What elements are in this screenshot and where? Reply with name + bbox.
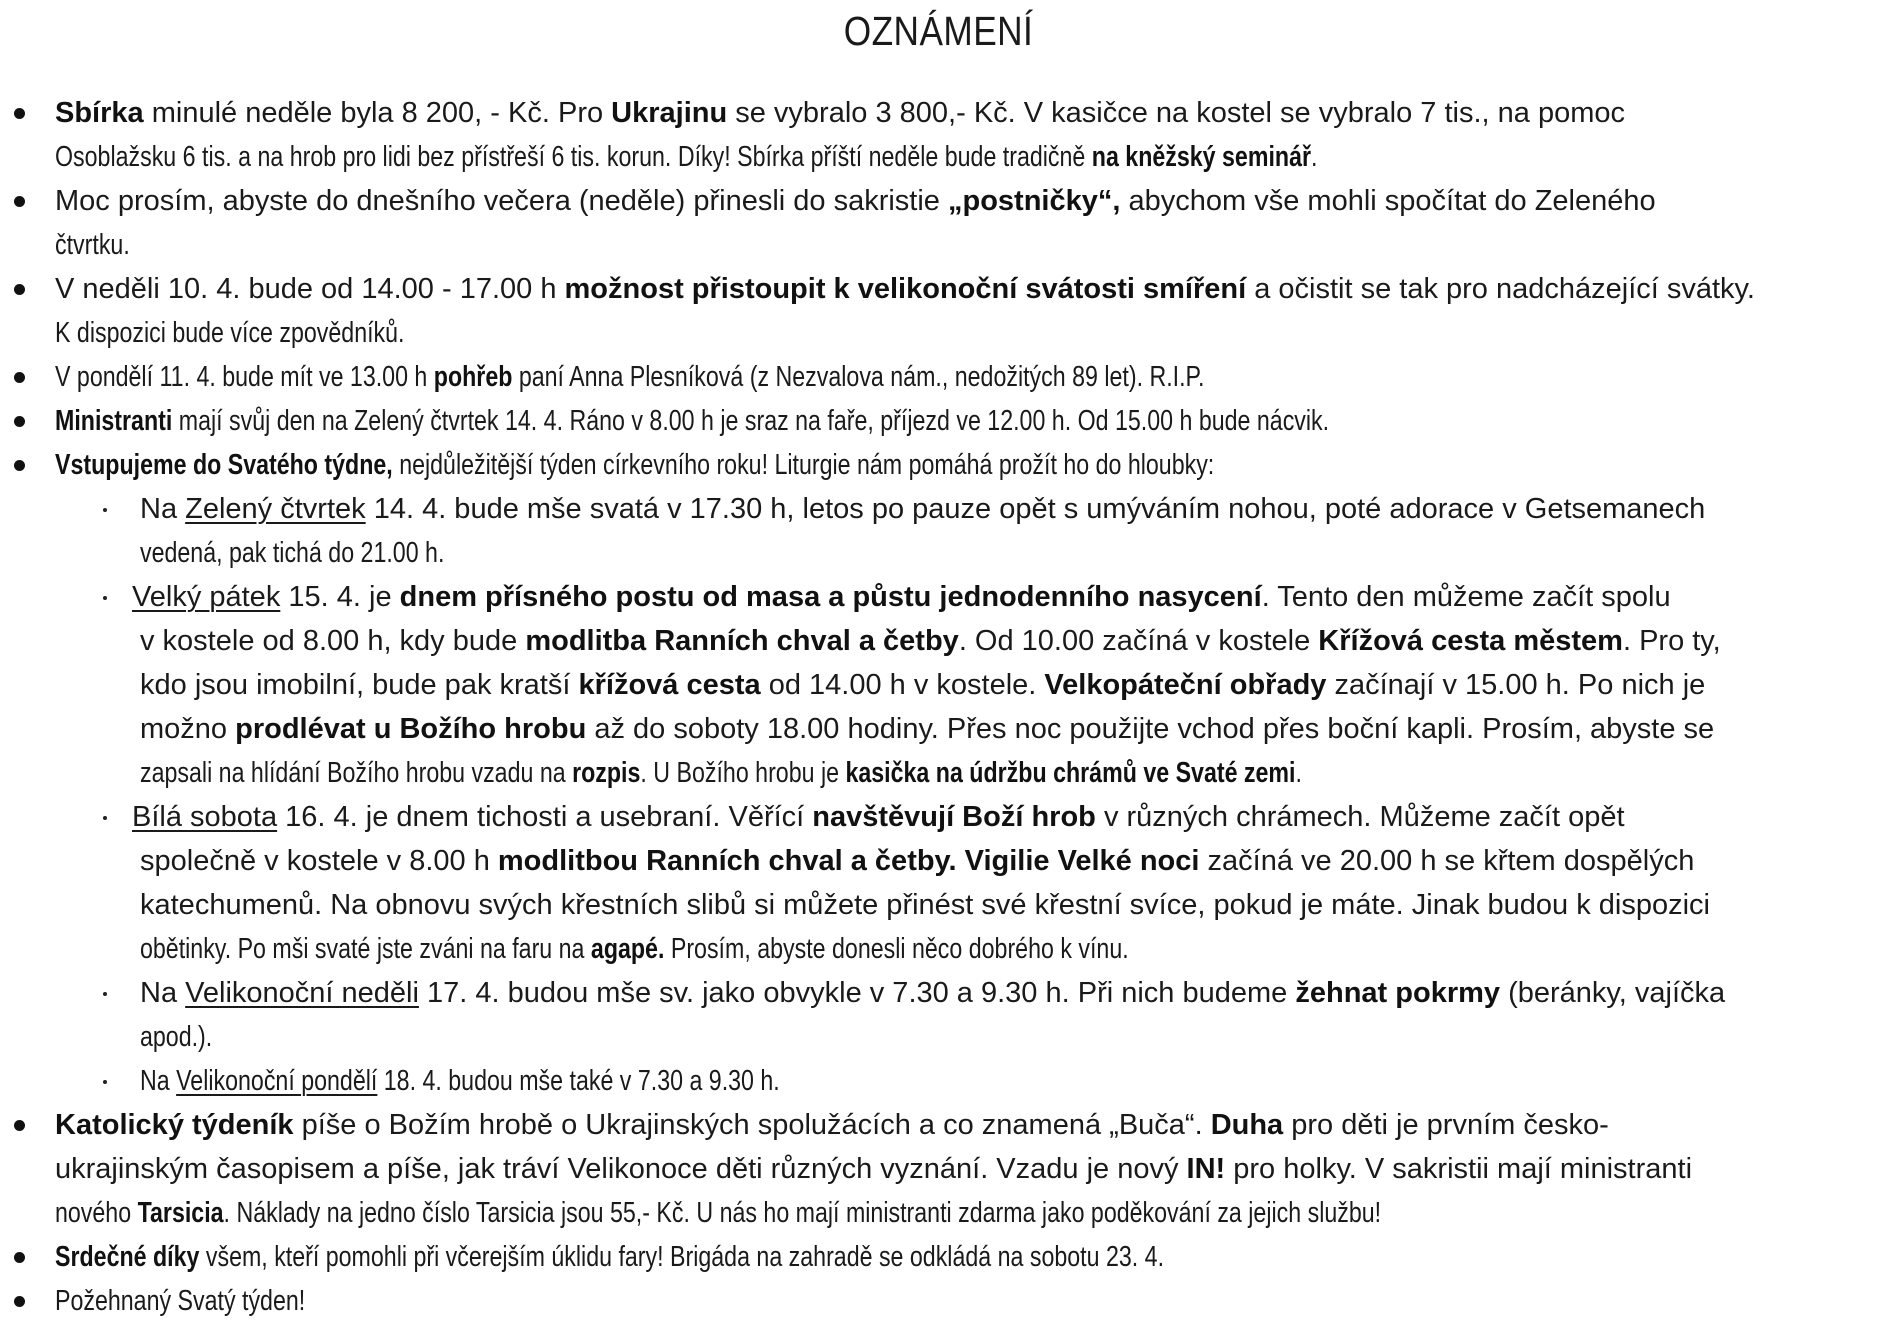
text: paní Anna Plesníková (z Nezvalova nám., nedožitých 89 let). R.I.P. [512,361,1205,393]
bullet-icon [14,284,25,295]
text-line [140,927,1510,971]
text-line [55,1279,1493,1323]
text: 15. 4. je [280,581,400,613]
text-line [140,531,1510,575]
text: a očistit se tak pro nadcházející svátky. [1246,273,1755,305]
text-line [55,1103,1853,1147]
bold-text: Katolický týdeník [55,1109,294,1141]
text: apod.). [140,1021,213,1053]
text: K dispozici bude více zpovědníků. [55,317,405,349]
sub-bullet-icon [103,816,107,820]
text: pro holky. V sakristii mají ministranti [1225,1153,1693,1185]
text: . U Božího hrobu je [640,757,846,789]
bullet-icon [14,460,25,471]
announcement-item [0,1103,1853,1235]
text: katechumenů. Na obnovu svých křestních slibů si můžete přinést své křestní svíce, pokud je máte. Jinak budou k dispozici [140,889,1710,921]
bold-text: Ukrajinu [611,97,728,129]
announcement-item [0,443,1853,487]
text-line [55,223,1493,267]
sub-bullet-icon [103,992,107,996]
underlined-heading: Velký pátek [132,581,281,613]
sub-item [0,971,1853,1059]
text: V pondělí 11. 4. bude mít ve 13.00 h [55,361,434,393]
text: zapsali na hlídání Božího hrobu vzadu na [140,757,573,789]
text: Na [140,493,186,525]
text-line [55,91,1853,135]
text: Osoblažsku 6 tis. a na hrob pro lidi bez přístřeší 6 tis. korun. Díky! Sbírka příští neděle bude tradičně [55,141,1092,173]
text-line [55,399,1493,443]
announcement-item [0,91,1853,179]
text: se vybralo 3 800,- Kč. V kasičce na kostel se vybralo 7 tis., na pomoc [727,97,1625,129]
bold-text: žehnat pokrmy [1295,977,1501,1009]
bold-text: pohřeb [433,361,513,393]
text: začíná ve 20.00 h se křtem dospělých [1199,845,1695,877]
bold-text: modlitba Ranních chval a četby [525,625,959,657]
bold-text: Velkopáteční obřady [1044,669,1327,701]
underlined-heading: Velikonoční pondělí [176,1065,378,1097]
bullet-icon [14,1120,25,1131]
bold-text: kasička na údržbu chrámů ve Svaté zemi [845,757,1296,789]
text: nového [55,1197,138,1229]
text-line [140,839,1853,883]
text-line [140,1015,1510,1059]
text: čtvrtku. [55,229,130,261]
bold-text: modlitbou Ranních chval a četby. Vigilie Velké noci [497,845,1200,877]
text: . Tento den můžeme začít spolu [1261,581,1671,613]
underlined-heading: Zelený čtvrtek [185,493,366,525]
text: 18. 4. budou mše také v 7.30 a 9.30 h. [377,1065,780,1097]
text: Moc prosím, abyste do dnešního večera (neděle) přinesli do sakristie [55,185,948,217]
text-line [132,575,1853,619]
text-line [55,311,1493,355]
text: začínají v 15.00 h. Po nich je [1326,669,1706,701]
text: V neděli 10. 4. bude od 14.00 - 17.00 h [55,273,565,305]
bold-text: Sbírka [55,97,144,129]
text: . Pro ty, [1622,625,1721,657]
text: Požehnaný Svatý týden! [55,1285,306,1317]
text-line [55,1147,1853,1191]
sub-bullet-icon [103,596,107,600]
text-line [132,795,1853,839]
text: 17. 4. budou mše sv. jako obvykle v 7.30 a 9.30 h. Při nich budeme [418,977,1296,1009]
text: kdo jsou imobilní, bude pak kratší [140,669,579,701]
text: v kostele od 8.00 h, kdy bude [140,625,526,657]
text: až do soboty 18.00 hodiny. Přes noc použijte vchod přes boční kapli. Prosím, abyste se [586,713,1715,745]
text: . Od 10.00 začíná v kostele [958,625,1319,657]
bold-text: prodlévat u Božího hrobu [235,713,587,745]
text-line [140,707,1853,751]
text: možno [140,713,236,745]
bold-text: navštěvují Boží hrob [812,801,1096,833]
bold-text: rozpis [572,757,641,789]
announcement-item [0,267,1853,355]
bullet-icon [14,108,25,119]
bullet-icon [14,416,25,427]
text: 16. 4. je dnem tichosti a usebraní. Věřící [277,801,813,833]
sub-item [0,1059,1853,1103]
announcement-item [0,179,1853,267]
sub-bullet-icon [103,508,107,512]
text-line [55,443,1493,487]
bold-text: IN! [1186,1153,1226,1185]
text-line [140,751,1510,795]
announcement-list [0,91,1877,1323]
bold-text: dnem přísného postu od masa a půstu jednodenního nasycení [399,581,1262,613]
text-line [140,619,1853,663]
text: Na [140,977,186,1009]
bold-text: Tarsicia [137,1197,224,1229]
announcement-item [0,1279,1853,1323]
sub-item [0,575,1853,795]
underlined-heading: Bílá sobota [132,801,278,833]
bold-text: „postničky“, [948,185,1121,217]
text: 14. 4. bude mše svatá v 17.30 h, letos po pauze opět s umýváním nohou, poté adorace v Getsemanech [365,493,1706,525]
bold-text: Ministranti [55,405,173,437]
underlined-heading: Velikonoční neděli [185,977,419,1009]
text: Na [140,1065,177,1097]
text: mají svůj den na Zelený čtvrtek 14. 4. Ráno v 8.00 h je sraz na faře, příjezd ve 12.00 h. Od 15.00 h bude nácvik. [172,405,1330,437]
bold-text: křížová cesta [578,669,761,701]
text: vedená, pak tichá do 21.00 h. [140,537,445,569]
page-title: OZNÁMENÍ [843,8,1034,54]
text: všem, kteří pomohli při včerejším úklidu fary! Brigáda na zahradě se odkládá na sobotu 23. 4. [199,1241,1165,1273]
text: píše o Božím hrobě o Ukrajinských spolužácích a co znamená „Buča“. [293,1109,1211,1141]
bold-text: agapé. [590,933,665,965]
sub-item [0,487,1853,575]
bullet-icon [14,196,25,207]
text: ukrajinským časopisem a píše, jak tráví Velikonoce děti různých vyznání. Vzadu je nový [55,1153,1187,1185]
text: obětinky. Po mši svaté jste zváni na faru na [140,933,591,965]
bullet-icon [14,372,25,383]
text: společně v kostele v 8.00 h [140,845,498,877]
text-line [55,179,1853,223]
text: abychom vše mohli spočítat do Zeleného [1120,185,1656,217]
text-line [55,1191,1493,1235]
bold-text: na kněžský seminář [1091,141,1312,173]
text-line [55,1235,1493,1279]
announcement-item [0,355,1853,399]
announcement-item [0,399,1853,443]
announcement-item [0,1235,1853,1279]
text: Prosím, abyste donesli něco dobrého k vínu. [664,933,1129,965]
text: od 14.00 h v kostele. [760,669,1045,701]
text-line [140,663,1853,707]
sub-bullet-icon [103,1080,107,1084]
bold-text: možnost přistoupit k velikonoční svátosti smíření [564,273,1247,305]
bold-text: Křížová cesta městem [1318,625,1623,657]
text: v různých chrámech. Můžeme začít opět [1095,801,1625,833]
text-line [140,883,1853,927]
bullet-icon [14,1296,25,1307]
text-line [55,135,1493,179]
bold-text: Duha [1210,1109,1284,1141]
text: nejdůležitější týden církevního roku! Liturgie nám pomáhá prožít ho do hloubky: [392,449,1215,481]
text-line [55,355,1493,399]
text-line [140,971,1853,1015]
text: (beránky, vajíčka [1500,977,1726,1009]
text-line [55,267,1853,311]
bold-text: Srdečné díky [55,1241,200,1273]
text-line [140,1059,1510,1103]
text-line [140,487,1853,531]
text: minulé neděle byla 8 200, - Kč. Pro [143,97,612,129]
text: pro děti je prvním česko- [1283,1109,1609,1141]
text: . Náklady na jedno číslo Tarsicia jsou 55,- Kč. U nás ho mají ministranti zdarma jako poděkování za jejich službu! [223,1197,1382,1229]
bold-text: Vstupujeme do Svatého týdne, [55,449,393,481]
sub-item [0,795,1853,971]
text: . [1311,141,1318,173]
text: . [1295,757,1302,789]
bullet-icon [14,1252,25,1263]
